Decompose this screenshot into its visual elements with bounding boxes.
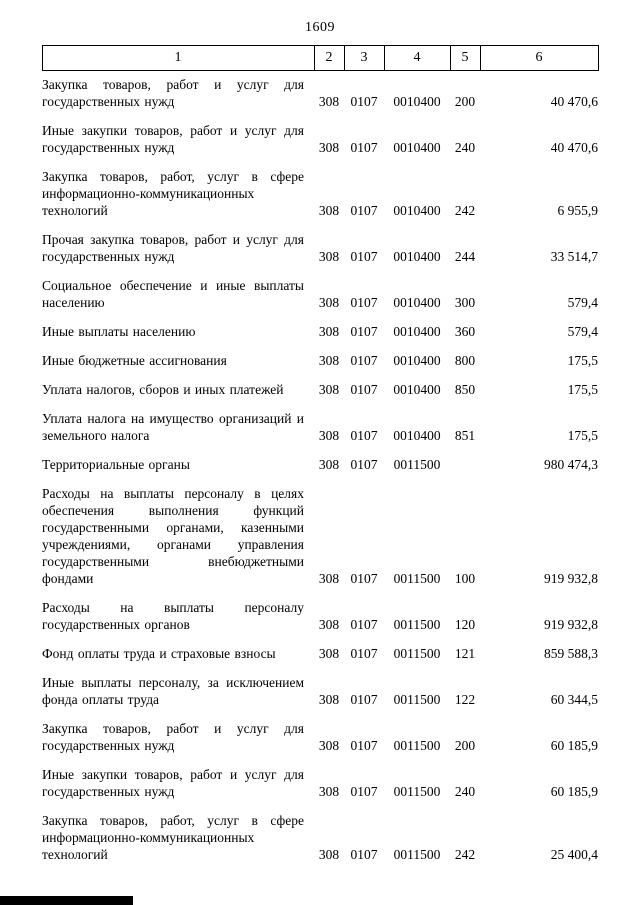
- row-code-type: 244: [454, 249, 476, 264]
- row-code-type: 200: [454, 94, 476, 109]
- row-code-grbs: 308: [318, 571, 340, 586]
- row-code-grbs: 308: [318, 428, 340, 443]
- row-amount: 919 932,8: [544, 571, 598, 586]
- row-code-type: 100: [454, 571, 476, 586]
- row-code-target: 0010400: [393, 249, 441, 264]
- row-code-type: [450, 451, 480, 480]
- row-code-type: 121: [454, 646, 476, 661]
- row-code-target: 0011500: [393, 847, 441, 862]
- row-code-section: 0107: [350, 457, 378, 472]
- row-code-section: 0107: [350, 353, 378, 368]
- row-code-section: 0107: [350, 94, 378, 109]
- row-amount: 175,5: [567, 382, 598, 397]
- row-description: Иные выплаты населению: [42, 324, 196, 339]
- table-row: [42, 272, 598, 318]
- table-row: [42, 318, 598, 347]
- row-code-type: 240: [454, 784, 476, 799]
- row-code-type: 122: [454, 692, 476, 707]
- row-code-target: 0010400: [393, 140, 441, 155]
- row-code-grbs: 308: [318, 784, 340, 799]
- row-code-grbs: 308: [318, 847, 340, 862]
- table-row: [42, 640, 598, 669]
- row-code-section: 0107: [350, 847, 378, 862]
- row-code-target: 0011500: [393, 646, 441, 661]
- row-description: Расходы на выплаты персоналу в целях обеспечения выполнения функций государственными органами, казенными учреждениями, органами управления государственными внебюджетными фондами: [42, 486, 304, 586]
- row-amount: 579,4: [567, 295, 598, 310]
- row-code-type: 242: [454, 847, 476, 862]
- row-amount: 175,5: [567, 428, 598, 443]
- page-number: 1609: [305, 20, 335, 35]
- row-code-target: 0010400: [393, 295, 441, 310]
- table-row: [42, 761, 598, 807]
- row-code-grbs: 308: [318, 140, 340, 155]
- row-code-section: 0107: [350, 738, 378, 753]
- row-code-type: 851: [454, 428, 476, 443]
- row-description: Закупка товаров, работ и услуг для государственных нужд: [42, 77, 304, 109]
- column-header-5: 5: [450, 46, 480, 71]
- table-row: [42, 71, 598, 118]
- row-code-grbs: 308: [318, 94, 340, 109]
- row-code-target: 0010400: [393, 203, 441, 218]
- row-code-section: 0107: [350, 428, 378, 443]
- row-code-section: 0107: [350, 571, 378, 586]
- table-body: [42, 71, 598, 871]
- row-code-section: 0107: [350, 784, 378, 799]
- row-code-section: 0107: [350, 617, 378, 632]
- row-code-grbs: 308: [318, 457, 340, 472]
- row-code-type: 242: [454, 203, 476, 218]
- row-code-grbs: 308: [318, 738, 340, 753]
- row-code-grbs: 308: [318, 646, 340, 661]
- row-code-grbs: 308: [318, 692, 340, 707]
- column-header-2: 2: [314, 46, 344, 71]
- row-description: Уплата налогов, сборов и иных платежей: [42, 382, 284, 397]
- row-code-type: 850: [454, 382, 476, 397]
- row-amount: 859 588,3: [544, 646, 598, 661]
- table-row: [42, 376, 598, 405]
- row-amount: 919 932,8: [544, 617, 598, 632]
- row-code-grbs: 308: [318, 353, 340, 368]
- row-code-section: 0107: [350, 140, 378, 155]
- row-description: Прочая закупка товаров, работ и услуг для государственных нужд: [42, 232, 304, 264]
- row-code-section: 0107: [350, 646, 378, 661]
- row-description: Территориальные органы: [42, 457, 190, 472]
- row-code-type: 360: [454, 324, 476, 339]
- row-amount: 40 470,6: [550, 140, 598, 155]
- row-code-target: 0011500: [393, 738, 441, 753]
- table-header: [42, 46, 598, 71]
- row-description: Иные закупки товаров, работ и услуг для государственных нужд: [42, 123, 304, 155]
- row-code-section: 0107: [350, 324, 378, 339]
- column-header-3: 3: [344, 46, 384, 71]
- row-code-target: 0011500: [393, 457, 441, 472]
- scan-artifact-bar: [0, 896, 133, 905]
- column-header-1: 1: [42, 46, 314, 71]
- row-code-type: 240: [454, 140, 476, 155]
- row-code-type: 300: [454, 295, 476, 310]
- table-row: [42, 163, 598, 226]
- table-row: [42, 715, 598, 761]
- row-code-section: 0107: [350, 249, 378, 264]
- table-header-row: [42, 46, 598, 71]
- budget-table: [42, 45, 599, 870]
- row-amount: 40 470,6: [550, 94, 598, 109]
- table-row: [42, 594, 598, 640]
- row-amount: 60 185,9: [550, 738, 598, 753]
- row-code-target: 0010400: [393, 382, 441, 397]
- row-code-grbs: 308: [318, 617, 340, 632]
- row-code-target: 0010400: [393, 94, 441, 109]
- table-row: [42, 669, 598, 715]
- row-amount: 33 514,7: [550, 249, 598, 264]
- row-code-grbs: 308: [318, 295, 340, 310]
- row-description: Расходы на выплаты персоналу государственных органов: [42, 600, 304, 632]
- row-code-target: 0010400: [393, 324, 441, 339]
- row-amount: 175,5: [567, 353, 598, 368]
- table-row: [42, 347, 598, 376]
- row-description: Иные закупки товаров, работ и услуг для государственных нужд: [42, 767, 304, 799]
- row-code-type: 800: [454, 353, 476, 368]
- table-row: [42, 405, 598, 451]
- row-code-target: 0011500: [393, 692, 441, 707]
- row-code-grbs: 308: [318, 324, 340, 339]
- row-description: Закупка товаров, работ, услуг в сфере информационно-коммуникационных технологий: [42, 169, 304, 218]
- row-code-target: 0011500: [393, 571, 441, 586]
- row-code-target: 0010400: [393, 428, 441, 443]
- row-description: Социальное обеспечение и иные выплаты населению: [42, 278, 304, 310]
- row-code-target: 0011500: [393, 784, 441, 799]
- row-code-section: 0107: [350, 295, 378, 310]
- column-header-6: 6: [480, 46, 598, 71]
- row-code-type: 200: [454, 738, 476, 753]
- row-description: Фонд оплаты труда и страховые взносы: [42, 646, 276, 661]
- row-description: Уплата налога на имущество организаций и земельного налога: [42, 411, 304, 443]
- row-description: Закупка товаров, работ и услуг для государственных нужд: [42, 721, 304, 753]
- row-code-type: 120: [454, 617, 476, 632]
- row-code-section: 0107: [350, 203, 378, 218]
- row-amount: 60 185,9: [550, 784, 598, 799]
- table-row: [42, 451, 598, 480]
- row-code-grbs: 308: [318, 249, 340, 264]
- row-amount: 25 400,4: [550, 847, 598, 862]
- row-amount: 6 955,9: [557, 203, 598, 218]
- row-description: Иные выплаты персоналу, за исключением фонда оплаты труда: [42, 675, 304, 707]
- row-code-target: 0010400: [393, 353, 441, 368]
- table-row: [42, 226, 598, 272]
- row-code-target: 0011500: [393, 617, 441, 632]
- table-row: [42, 117, 598, 163]
- table-row: [42, 480, 598, 594]
- row-amount: 60 344,5: [550, 692, 598, 707]
- row-code-grbs: 308: [318, 382, 340, 397]
- row-code-section: 0107: [350, 382, 378, 397]
- row-code-section: 0107: [350, 692, 378, 707]
- row-description: Иные бюджетные ассигнования: [42, 353, 227, 368]
- row-code-grbs: 308: [318, 203, 340, 218]
- row-description: Закупка товаров, работ, услуг в сфере информационно-коммуникационных технологий: [42, 813, 304, 862]
- table-row: [42, 807, 598, 870]
- row-amount: 980 474,3: [544, 457, 598, 472]
- column-header-4: 4: [384, 46, 450, 71]
- row-amount: 579,4: [567, 324, 598, 339]
